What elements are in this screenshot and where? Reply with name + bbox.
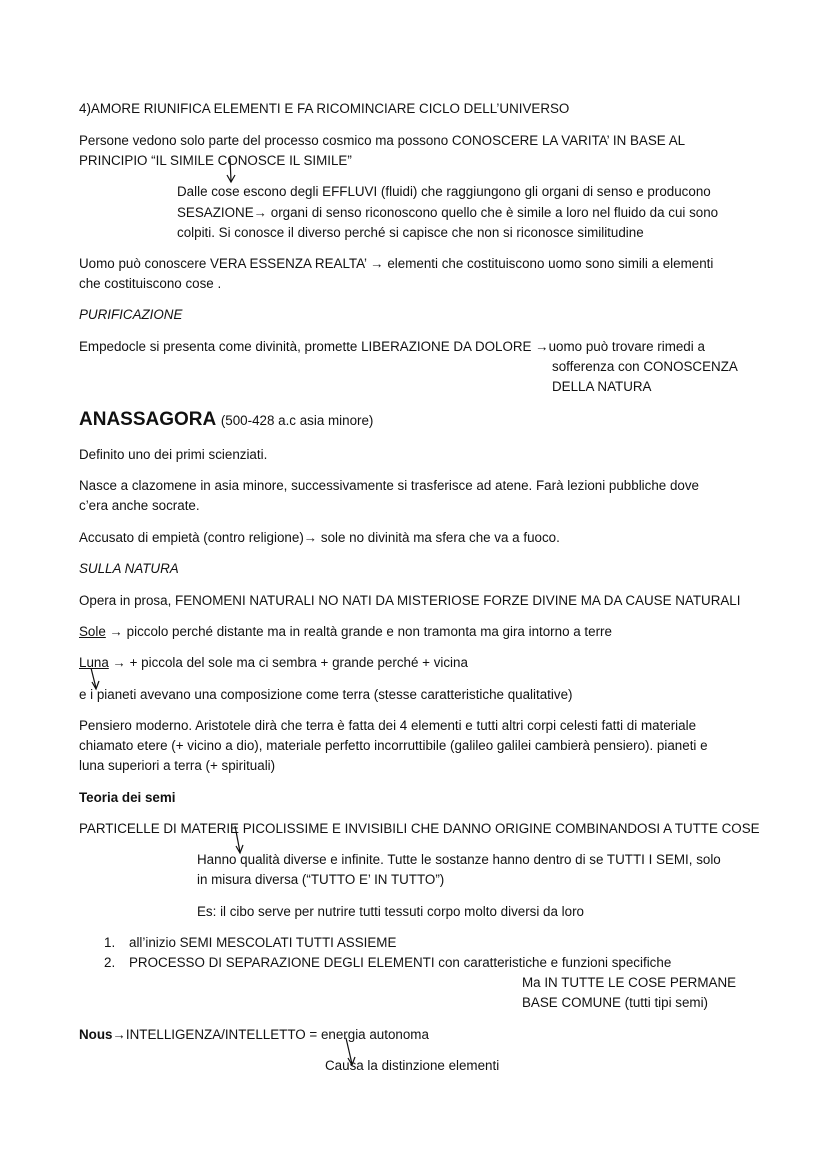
persone-line-1: Persone vedono solo parte del processo cosmico ma possono CONOSCERE LA VARITA’ IN BASE AL — [79, 133, 686, 148]
nous-line — [79, 1025, 429, 1045]
qualita-line-1: Hanno qualità diverse e infinite. Tutte le sostanze hanno dentro di se TUTTI I SEMI, solo — [197, 852, 721, 867]
sole-word: Sole — [79, 624, 106, 639]
sole-line — [79, 622, 612, 642]
luna-word: Luna — [79, 655, 109, 670]
nasce-line-1: Nasce a clazomene in asia minore, successivamente si trasferisce ad atene. Farà lezioni pubbliche dove — [79, 478, 700, 493]
list-item-1-text: all’inizio SEMI MESCOLATI TUTTI ASSIEME — [129, 935, 397, 950]
effluvi-line-2: SESAZIONE→ organi di senso riconoscono quello che è simile a loro nel fluido da cui sono — [177, 205, 719, 220]
arrow-head-icon — [227, 175, 235, 182]
definito-line: Definito uno dei primi scienziati. — [79, 447, 268, 462]
list-item-1-number: 1. — [104, 935, 116, 950]
permane-line-2: BASE COMUNE (tutti tipi semi) — [522, 995, 709, 1010]
luna-line — [79, 653, 468, 673]
persone-line-2: PRINCIPIO “IL SIMILE CONOSCE IL SIMILE” — [79, 153, 352, 168]
empedocle-amore-line: 4)AMORE RIUNIFICA ELEMENTI E FA RICOMINCIARE CICLO DELL’UNIVERSO — [79, 101, 570, 116]
accusato-line: Accusato di empietà (contro religione)→ sole no divinità ma sfera che va a fuoco. — [79, 530, 560, 545]
sulla-natura-heading: SULLA NATURA — [79, 561, 179, 576]
pensiero-line-3: luna superiori a terra (+ spirituali) — [79, 758, 276, 773]
pensiero-line-1: Pensiero moderno. Aristotele dirà che terra è fatta dei 4 elementi e tutti altri corpi celesti fatti di materiale — [79, 718, 697, 733]
teoria-semi-heading: Teoria dei semi — [79, 790, 176, 805]
particelle-line: PARTICELLE DI MATERIE PICOLISSIME E INVISIBILI CHE DANNO ORIGINE COMBINANDOSI A TUTTE COSE — [79, 821, 760, 836]
empedocle-divinita-line-3: DELLA NATURA — [552, 379, 652, 394]
luna-text: → + piccola del sole ma ci sembra + grande perché + vicina — [108, 655, 468, 670]
nous-word: Nous — [79, 1027, 113, 1042]
anassagora-heading — [79, 409, 373, 431]
effluvi-line-3: colpiti. Si conosce il diverso perché si capisce che non si riconosce similitudine — [177, 225, 644, 240]
anassagora-subtitle: (500-428 a.c asia minore) — [220, 413, 374, 428]
effluvi-line-1: Dalle cose escono degli EFFLUVI (fluidi) che raggiungono gli organi di senso e producono — [177, 184, 711, 199]
anassagora-title: ANASSAGORA — [79, 409, 216, 430]
pianeti-line: e i pianeti avevano una composizione come terra (stesse caratteristiche qualitative) — [79, 687, 573, 702]
list-item-2-text: PROCESSO DI SEPARAZIONE DEGLI ELEMENTI con caratteristiche e funzioni specifiche — [129, 955, 672, 970]
nasce-line-2: c’era anche socrate. — [79, 498, 200, 513]
nous-text: →INTELLIGENZA/INTELLETTO = energia autonoma — [112, 1027, 429, 1042]
uomo-line-1: Uomo può conoscere VERA ESSENZA REALTA’ → elementi che costituiscono uomo sono simili a elementi — [79, 256, 714, 271]
pensiero-line-2: chiamato etere (+ vicino a dio), materiale perfetto incorruttibile (galileo galilei cambierà pensiero). pianeti e — [79, 738, 708, 753]
empedocle-divinita-line-1: Empedocle si presenta come divinità, promette LIBERAZIONE DA DOLORE →uomo può trovare rimedi a — [79, 339, 705, 354]
sole-text: → piccolo perché distante ma in realtà grande e non tramonta ma gira intorno a terre — [105, 624, 612, 639]
qualita-line-2: in misura diversa (“TUTTO E’ IN TUTTO”) — [197, 872, 445, 887]
causa-line: Causa la distinzione elementi — [325, 1058, 500, 1073]
empedocle-divinita-line-2: sofferenza con CONOSCENZA — [552, 359, 738, 374]
uomo-line-2: che costituiscono cose . — [79, 276, 222, 291]
opera-prosa-line: Opera in prosa, FENOMENI NATURALI NO NATI DA MISTERIOSE FORZE DIVINE MA DA CAUSE NATURALI — [79, 593, 741, 608]
list-item-2-number: 2. — [104, 955, 116, 970]
permane-line-1: Ma IN TUTTE LE COSE PERMANE — [522, 975, 737, 990]
esempio-cibo-line: Es: il cibo serve per nutrire tutti tessuti corpo molto diversi da loro — [197, 904, 585, 919]
purificazione-heading: PURIFICAZIONE — [79, 307, 183, 322]
